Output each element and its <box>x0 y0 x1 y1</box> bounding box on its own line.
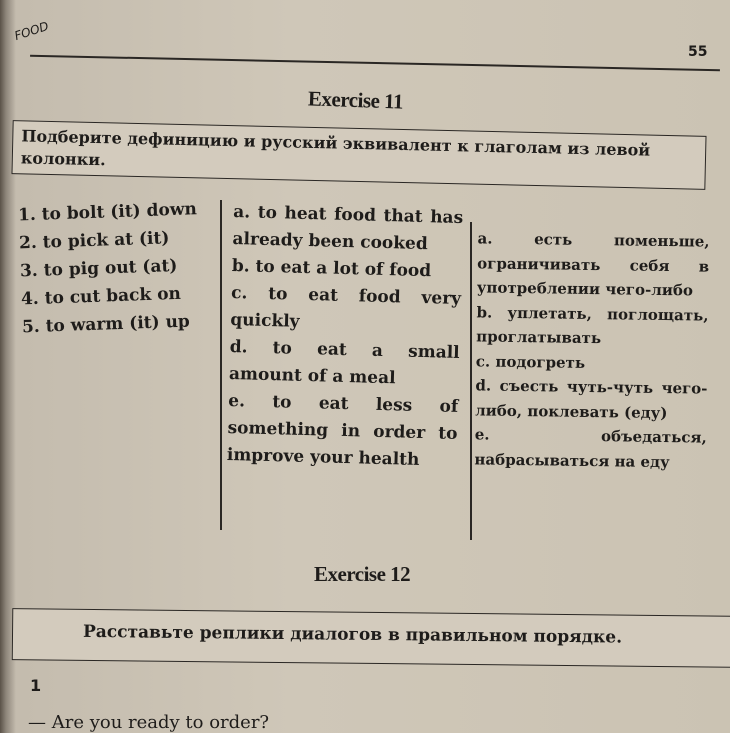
dialogue-number: 1 <box>30 676 42 695</box>
exercise-11-instruction-box <box>11 120 706 190</box>
verbs-column <box>18 195 219 342</box>
definition-item: d. to eat a small amount of a meal <box>228 336 460 389</box>
definitions-column <box>227 199 464 475</box>
definition-item: c. to eat food very quickly <box>230 283 462 332</box>
russian-item: d. съесть чуть-чуть чего-либо, поклевать (еду) <box>475 376 708 422</box>
definition-item: e. to eat less of something in order to improve your health <box>226 390 459 470</box>
column-divider <box>470 222 472 540</box>
exercise-12-instruction-box <box>12 608 730 668</box>
exercise-11-instruction: Подберите дефиницию и русский эквивалент к глаголам из левой колонки. <box>20 126 651 170</box>
page-number: 55 <box>688 44 708 60</box>
definition-item: a. to heat food that has already been cooked <box>232 202 464 255</box>
verb-item: 3. to pig out (at) <box>19 255 178 282</box>
verb-item: 4. to cut back on <box>20 283 182 310</box>
dialogue-line: — Are you ready to order? <box>28 712 270 733</box>
exercise-12-instruction: Расставьте реплики диалогов в правильном порядке. <box>82 621 623 648</box>
exercise-11-title: Exercise 11 <box>307 86 404 114</box>
russian-item: e. объедаться, набрасываться на еду <box>474 425 707 471</box>
verb-item: 2. to pick at (it) <box>18 228 170 254</box>
column-divider <box>220 200 222 530</box>
exercise-12-title: Exercise 12 <box>314 562 411 586</box>
running-title: FOOD <box>12 18 51 44</box>
definition-item: b. to eat a lot of food <box>231 256 432 282</box>
russian-item: a. есть поменьше, ограничивать себя в употреблении чего-либо <box>476 229 710 300</box>
russian-item: b. уплетать, поглощать, проглатывать <box>476 302 709 348</box>
verb-item: 5. to warm (it) up <box>21 311 191 338</box>
header-rule <box>30 55 720 71</box>
russian-item: c. подогреть <box>475 351 586 372</box>
verb-item: 1. to bolt (it) down <box>17 199 198 226</box>
russian-equivalents-column <box>474 226 709 474</box>
